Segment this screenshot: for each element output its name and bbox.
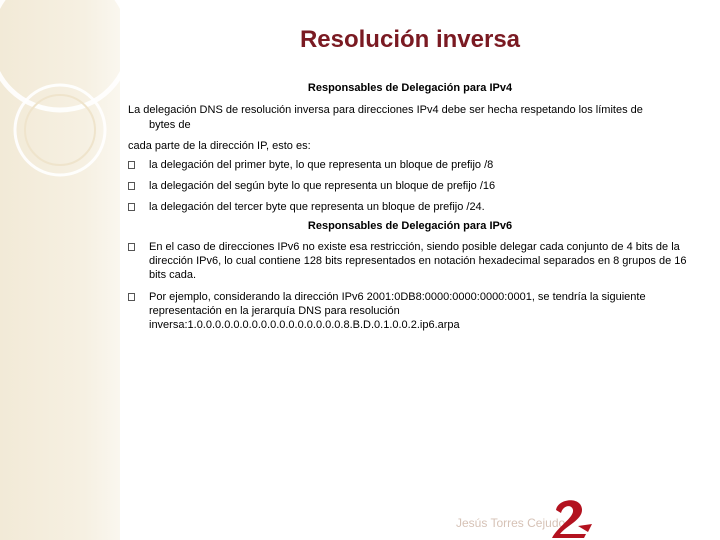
bullet-text: Por ejemplo, considerando la dirección IPv6 2001:0DB8:0000:0000:0000:0001, se tendría la siguiente representación en la jerarquía DNS para resolución inversa:1.0.0.0.0.0.0.0.0.0.0.0.0.0.0.0.0.8.B.D.0.1.0.0.2.ip6.arpa — [149, 291, 646, 331]
square-bullet-icon — [128, 243, 135, 251]
ipv4-intro-line-3: cada parte de la dirección IP, esto es: — [128, 140, 311, 152]
square-bullet-icon — [128, 161, 135, 169]
square-bullet-icon — [128, 182, 135, 190]
footer-author: Jesús Torres Cejudo — [456, 516, 566, 530]
ipv4-section-heading: Responsables de Delegación para IPv4 — [307, 82, 513, 94]
square-bullet-icon — [128, 203, 135, 211]
ipv4-bullet-2 — [128, 179, 700, 193]
ipv6-section-heading: Responsables de Delegación para IPv6 — [307, 220, 513, 232]
ipv4-intro-line-2: bytes de — [149, 119, 191, 131]
bullet-text: En el caso de direcciones IPv6 no existe esa restricción, siendo posible delegar cada conjunto de 4 bits de la dirección IPv6, lo cual contiene 128 bits representados en notación hexadecimal separados en 8 grupos de 16 bits cada. — [149, 241, 687, 281]
ipv4-bullet-1 — [128, 158, 700, 172]
bullet-text: la delegación del según byte lo que representa un bloque de prefijo /16 — [149, 180, 496, 192]
bullet-text: la delegación del tercer byte que representa un bloque de prefijo /24. — [149, 201, 485, 213]
slide-title: Resolución inversa — [299, 26, 521, 53]
red-number-logo-icon — [548, 496, 594, 540]
square-bullet-icon — [128, 293, 135, 301]
ipv6-bullet-2 — [128, 290, 700, 332]
decorative-circles — [0, 0, 140, 540]
ipv4-bullet-3 — [128, 200, 700, 214]
ipv4-intro-line-1: La delegación DNS de resolución inversa para direcciones IPv4 debe ser hecha respetando los límites de — [128, 104, 643, 116]
ipv6-bullet-1 — [128, 240, 700, 282]
bullet-text: la delegación del primer byte, lo que representa un bloque de prefijo /8 — [149, 159, 494, 171]
